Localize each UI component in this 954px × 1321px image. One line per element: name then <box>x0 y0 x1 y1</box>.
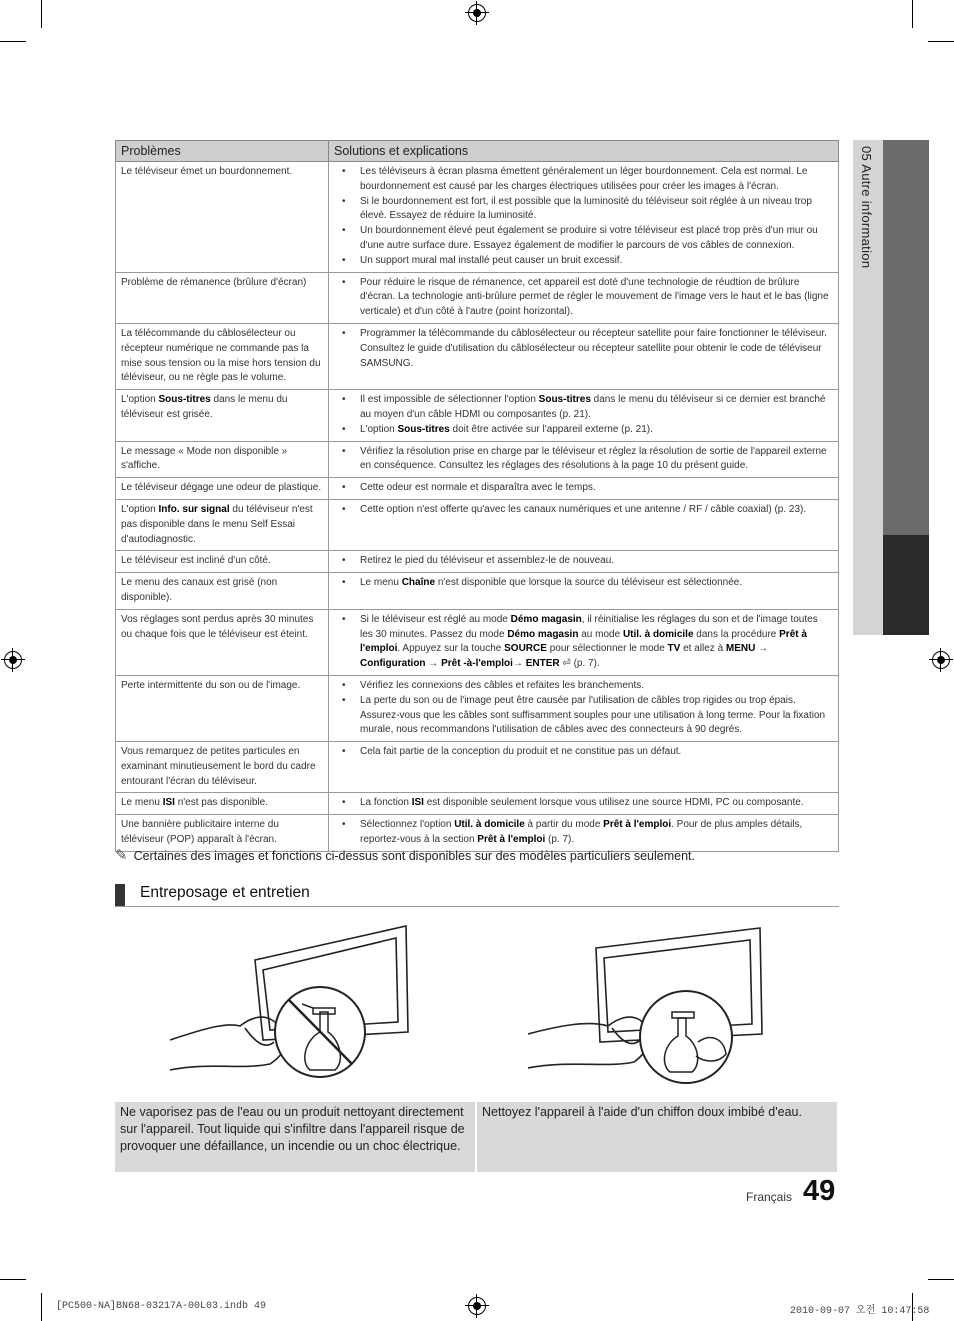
bold-term: MENU <box>725 643 756 655</box>
problem-cell: Perte intermittente du son ou de l'image. <box>116 675 329 741</box>
solution-list <box>334 613 833 672</box>
bold-term: Chaîne <box>401 577 436 589</box>
table-row <box>116 742 839 793</box>
crop-mark <box>41 1293 42 1321</box>
problem-cell: Le menu des canaux est grisé (non disponible). <box>116 573 329 610</box>
bold-term: SOURCE <box>504 643 547 655</box>
no-spray-illustration <box>170 922 420 1092</box>
solution-item: • Cela fait partie de la conception du produit et ne constitue pas un défaut. <box>334 745 833 760</box>
solution-item: • Si le bourdonnement est fort, il est possible que la luminosité du téléviseur soit réglée à un niveau trop élevé. Essayez de réduire la luminosité. <box>334 195 833 225</box>
page-number: 49 <box>803 1175 836 1207</box>
solution-list <box>334 503 833 518</box>
bold-term: Util. à domicile <box>622 628 694 640</box>
table-row <box>116 390 839 441</box>
bold-term: Démo magasin <box>507 628 579 640</box>
solution-item: • Retirez le pied du téléviseur et assemblez-le de nouveau. <box>334 554 833 569</box>
bold-term: Prêt -à-l'emploi <box>441 658 513 670</box>
solution-item: • Un bourdonnement élevé peut également se produire si votre téléviseur est placé trop près d'un mur ou d'une autre surface dure. Essayez également de modifier le parcours de vos câbles de connexion. <box>334 224 833 254</box>
table-row <box>116 478 839 500</box>
bold-term: Util. à domicile <box>454 819 525 831</box>
table-row <box>116 499 839 550</box>
solution-list <box>334 276 833 320</box>
solution-list <box>334 327 833 371</box>
solution-item: • Vérifiez les connexions des câbles et refaites les branchements. <box>334 679 833 694</box>
solution-list <box>334 745 833 760</box>
solution-cell <box>329 793 839 815</box>
bold-term: Sous-titres <box>158 394 211 406</box>
problem-cell: Le téléviseur émet un bourdonnement. <box>116 162 329 273</box>
heading-bar <box>115 884 125 906</box>
crop-mark <box>0 1279 26 1280</box>
registration-mark-icon <box>4 651 22 669</box>
bold-term: ISI <box>162 797 175 809</box>
crop-mark <box>928 1279 954 1280</box>
problem-cell: Le menu ISI n'est pas disponible. <box>116 793 329 815</box>
problem-cell: L'option Sous-titres dans le menu du téléviseur est grisée. <box>116 390 329 441</box>
registration-mark-icon <box>932 651 950 669</box>
troubleshooting-table <box>115 140 839 852</box>
solution-cell <box>329 441 839 478</box>
bold-term: Configuration <box>360 658 426 670</box>
solution-item: • La perte du son ou de l'image peut être causée par l'utilisation de câbles trop rigides ou trop épais. Assurez-vous que les câbles sont suffisamment souples pour une utilisation à long terme. Pour la fixation murale, nous recommandons l'utilisation de câbles avec des connecteurs à 90 degrés. <box>334 694 833 738</box>
bold-term: Sous-titres <box>397 423 450 435</box>
bold-term: Démo magasin <box>510 613 582 625</box>
solution-cell <box>329 675 839 741</box>
solution-list <box>334 554 833 569</box>
solution-list <box>334 481 833 496</box>
section-title: Entreposage et entretien <box>140 884 310 901</box>
solution-item: • Le menu Chaîne n'est disponible que lorsque la source du téléviseur est sélectionnée. <box>334 576 833 591</box>
problem-cell: Le téléviseur dégage une odeur de plastique. <box>116 478 329 500</box>
page-language: Français <box>746 1190 793 1204</box>
solution-cell <box>329 499 839 550</box>
solution-item: • Un support mural mal installé peut causer un bruit excessif. <box>334 254 833 269</box>
solution-item: • Sélectionnez l'option Util. à domicile à partir du mode Prêt à l'emploi. Pour de plus amples détails, reportez-vous à la section Prêt à l'emploi (p. 7). <box>334 818 833 848</box>
bold-term: Prêt à l'emploi <box>477 834 546 846</box>
crop-mark <box>41 0 42 28</box>
problem-cell: La télécommande du câblosélecteur ou récepteur numérique ne commande pas la mise sous tension ou la mise hors tension du téléviseur, ou ne règle pas le volume. <box>116 323 329 389</box>
solution-cell <box>329 478 839 500</box>
crop-mark <box>912 0 913 28</box>
magnifier-circle-icon <box>640 991 732 1083</box>
problem-cell: Problème de rémanence (brûlure d'écran) <box>116 272 329 323</box>
crop-mark <box>0 41 26 42</box>
note-text: Certaines des images et fonctions ci-dessus sont disponibles sur des modèles particuliers seulement. <box>133 849 695 863</box>
solution-list <box>334 576 833 591</box>
table-row <box>116 793 839 815</box>
header-solutions: Solutions et explications <box>329 141 839 162</box>
solution-item: • La fonction ISI est disponible seulement lorsque vous utilisez une source HDMI, PC ou composante. <box>334 796 833 811</box>
table-row <box>116 162 839 273</box>
footer-file-info: [PC500-NA]BN68-03217A-00L03.indb 49 <box>56 1301 267 1312</box>
bold-term: TV <box>667 643 681 655</box>
table-row <box>116 609 839 675</box>
table-row <box>116 272 839 323</box>
section-heading <box>115 882 839 907</box>
note <box>115 846 695 864</box>
table-body <box>116 162 839 852</box>
table-header-row <box>116 141 839 162</box>
solution-item: • Vérifiez la résolution prise en charge par le téléviseur et réglez la résolution de sortie de l'appareil externe en conséquence. Consultez les réglages des résolutions à la page 10 du présent guide. <box>334 445 833 475</box>
solution-item: • Cette odeur est normale et disparaîtra avec le temps. <box>334 481 833 496</box>
solution-cell <box>329 323 839 389</box>
solution-item: • Les téléviseurs à écran plasma émettent généralement un léger bourdonnement. Cela est normal. Le bourdonnement est causé par les charges électriques utilisées pour créer les images à l'écran. <box>334 165 833 195</box>
problem-cell: Vous remarquez de petites particules en examinant minutieusement le bord du cadre entourant l'écran du téléviseur. <box>116 742 329 793</box>
bold-term: Prêt à l'emploi <box>360 628 807 655</box>
table-row <box>116 551 839 573</box>
table-row <box>116 675 839 741</box>
solution-list <box>334 818 833 848</box>
solution-cell <box>329 551 839 573</box>
bold-term: ISI <box>411 797 424 809</box>
caption-no-spray: Ne vaporisez pas de l'eau ou un produit nettoyant directement sur l'appareil. Tout liquide qui s'infiltre dans l'appareil risque de provoquer une défaillance, un incendie ou un choc électrique. <box>115 1102 475 1172</box>
solution-item: • Cette option n'est offerte qu'avec les canaux numériques et une antenne / RF / câble coaxial) (p. 23). <box>334 503 833 518</box>
solution-list <box>334 796 833 811</box>
footer-timestamp: 2010-09-07 오전 10:47:58 <box>790 1306 930 1317</box>
solution-cell <box>329 609 839 675</box>
table-row <box>116 573 839 610</box>
solution-cell <box>329 573 839 610</box>
crop-mark <box>928 41 954 42</box>
solution-item: • Pour réduire le risque de rémanence, cet appareil est doté d'une technologie de réudtion de brûlure d'écran. La technologie anti-brûlure permet de régler le mouvement de l'image vers le haut et le bas (ligne verticale) et d'un côté à l'autre (point horizontal). <box>334 276 833 320</box>
solution-cell <box>329 272 839 323</box>
solution-list <box>334 393 833 437</box>
bold-term: Sous-titres <box>538 394 591 406</box>
problem-cell: Le téléviseur est incliné d'un côté. <box>116 551 329 573</box>
side-tab-dark <box>883 140 929 535</box>
solution-item: • Il est impossible de sélectionner l'option Sous-titres dans le menu du téléviseur si ce dernier est branché au moyen d'un câble HDMI ou composantes (p. 21). <box>334 393 833 423</box>
wipe-illustration <box>528 922 778 1092</box>
pencil-note-icon: ✎ <box>115 847 128 864</box>
solution-list <box>334 679 833 738</box>
problem-cell: Le message « Mode non disponible » s'affiche. <box>116 441 329 478</box>
table-row <box>116 323 839 389</box>
bold-term: Prêt à l'emploi <box>603 819 672 831</box>
registration-mark-icon <box>468 1297 486 1315</box>
table-row <box>116 441 839 478</box>
solution-list <box>334 165 833 269</box>
solution-cell <box>329 742 839 793</box>
side-tab-label: 05 Autre information <box>859 146 874 269</box>
solution-cell <box>329 390 839 441</box>
solution-list <box>334 445 833 475</box>
solution-cell <box>329 162 839 273</box>
caption-wipe: Nettoyez l'appareil à l'aide d'un chiffon doux imbibé d'eau. <box>477 1102 837 1172</box>
bold-term: ENTER <box>525 658 560 670</box>
side-tab-marker <box>883 535 929 635</box>
solution-item: • Si le téléviseur est réglé au mode Démo magasin, il réinitialise les réglages du son et de l'image toutes les 30 minutes. Passez du mode Démo magasin au mode Util. à domicile dans la procédure Prêt à l'emploi. Appuyez sur la touche SOURCE pour sélectionner le mode TV et allez à MENU → Configuration → Prêt -à-l'emploi→ ENTER ⏎ (p. 7). <box>334 613 833 672</box>
registration-mark-icon <box>468 4 486 22</box>
problem-cell: Une bannière publicitaire interne du téléviseur (POP) apparaît à l'écran. <box>116 815 329 852</box>
problem-cell: Vos réglages sont perdus après 30 minutes ou chaque fois que le téléviseur est éteint. <box>116 609 329 675</box>
header-problems: Problèmes <box>116 141 329 162</box>
solution-item: • L'option Sous-titres doit être activée sur l'appareil externe (p. 21). <box>334 423 833 438</box>
bold-term: Info. sur signal <box>158 503 230 515</box>
problem-cell: L'option Info. sur signal du téléviseur n'est pas disponible dans le menu Self Essai d'autodiagnostic. <box>116 499 329 550</box>
solution-item: • Programmer la télécommande du câblosélecteur ou récepteur satellite pour faire fonctionner le téléviseur. Consultez le guide d'utilisation du câblosélecteur ou récepteur satellite pour obtenir le code de téléviseur SAMSUNG. <box>334 327 833 371</box>
